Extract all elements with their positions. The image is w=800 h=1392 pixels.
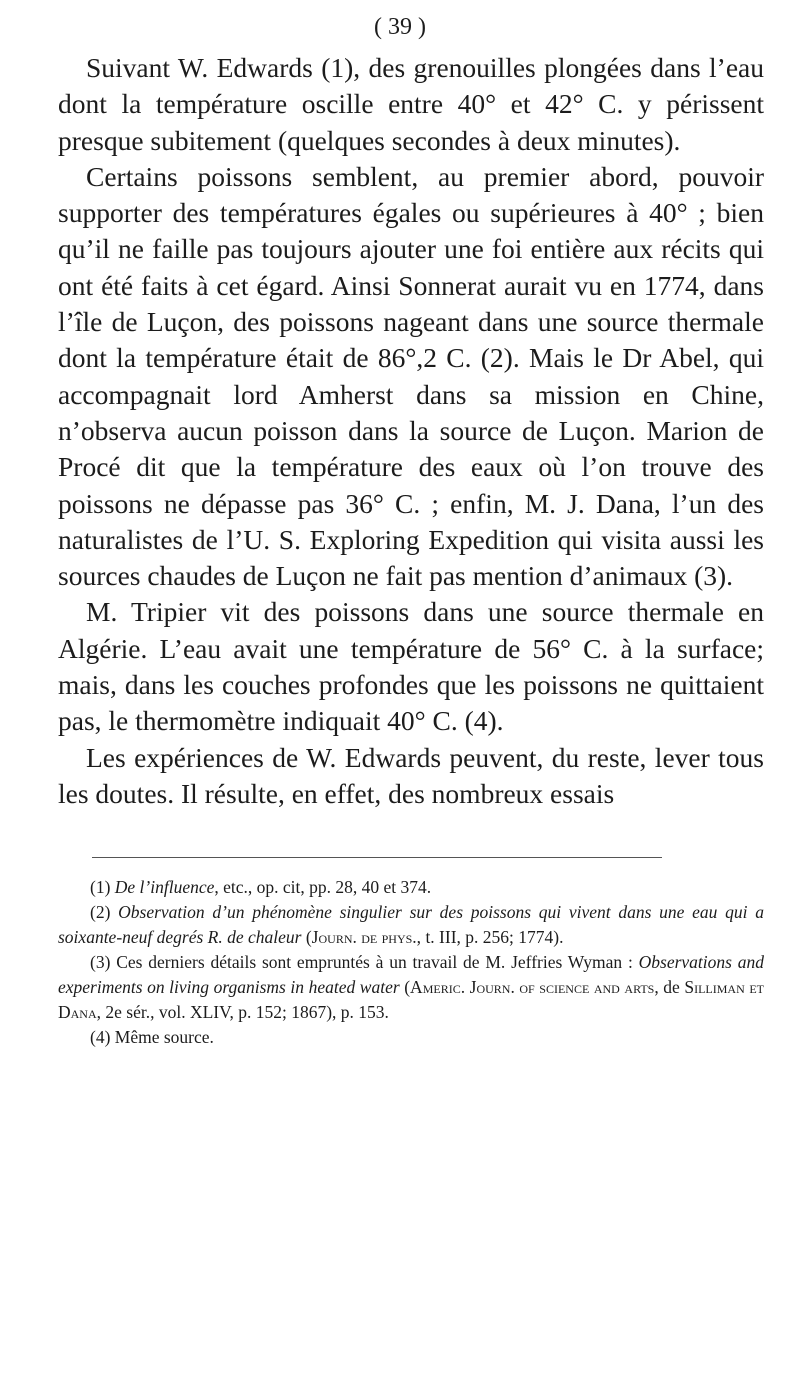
footnote-3-number: (3)	[90, 952, 111, 972]
page-number: ( 39 )	[374, 14, 426, 40]
footnote-4	[58, 1025, 764, 1050]
paragraph-2: Certains poissons semblent, au premier abord, pouvoir supporter des températures égales ou supérieures à 40° ; bien qu’il ne faille pas toujours ajouter une foi entière aux récits qui ont été faits à cet égard. Ainsi Sonnerat aurait vu en 1774, dans l’île de Luçon, des poissons nageant dans une source thermale dont la température était de 86°,2 C. (2). Mais le Dr Abel, qui accompagnait lord Amherst dans sa mission en Chine, n’observa aucun poisson dans la source de Luçon. Marion de Procé dit que la température des eaux où l’on trouve des poissons ne dépasse pas 36° C. ; enfin, M. J. Dana, l’un des naturalistes de l’U. S. Exploring Expedition qui visita aussi les sources chaudes de Luçon ne fait pas mention d’animaux (3).	[58, 160, 764, 592]
footnote-3-mid: de	[658, 977, 685, 997]
footnote-4-text: Même source.	[114, 1027, 214, 1047]
footnote-3-lead: Ces derniers détails sont empruntés à un travail de M. Jeffries Wyman :	[116, 952, 639, 972]
paragraph-1: Suivant W. Edwards (1), des grenouilles plongées dans l’eau dont la température oscille entre 40° et 42° C. y périssent presque subitement (quelques secondes à deux minutes).	[58, 52, 764, 156]
footnote-2-rest: t. III, p. 256; 1774).	[421, 927, 564, 947]
footnote-1	[58, 875, 764, 900]
footnote-1-rest: , etc., op. cit, pp. 28, 40 et 374.	[214, 877, 432, 897]
paragraph-3: M. Tripier vit des poissons dans une source thermale en Algérie. L’eau avait une température de 56° C. à la surface; mais, dans les couches profondes que les poissons ne quittaient pas, le thermomètre indiquait 40° C. (4).	[58, 596, 764, 737]
footnote-1-title: De l’influence	[114, 877, 215, 897]
footnote-3	[58, 950, 764, 1025]
footnote-3-authors: Silliman et Dana,	[58, 977, 764, 1022]
footnote-3-journal: (Americ. Journ. of science and arts,	[404, 977, 659, 997]
footnote-2-number: (2)	[90, 902, 111, 922]
footnotes	[58, 875, 764, 1050]
footnote-2	[58, 900, 764, 950]
footnote-4-number: (4)	[90, 1027, 111, 1047]
footnote-3-rest: 2e sér., vol. XLIV, p. 152; 1867), p. 153.	[101, 1002, 389, 1022]
main-text	[58, 50, 764, 812]
footnote-1-number: (1)	[90, 877, 111, 897]
footnote-2-journal: (Journ. de phys.,	[305, 927, 422, 947]
footnote-divider	[92, 857, 662, 858]
paragraph-4: Les expériences de W. Edwards peuvent, du reste, lever tous les doutes. Il résulte, en effet, des nombreux essais	[58, 741, 764, 809]
footnote-2-title: Observation d’un phénomène singulier sur des poissons qui vivent dans une eau qui a soixante-neuf degrés R. de chaleur	[58, 902, 764, 947]
footnote-3-title: Observations and experiments on living organisms in heated water	[58, 952, 765, 997]
